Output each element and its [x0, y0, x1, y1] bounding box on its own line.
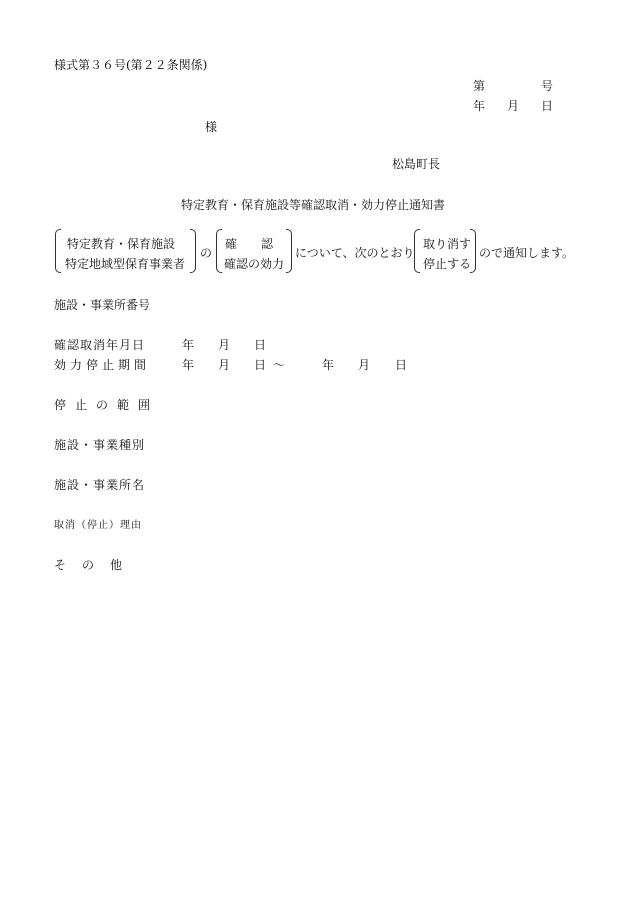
- business-type-label: 施設・事業種別: [54, 438, 146, 452]
- scope-label: 停止の範囲: [54, 398, 160, 412]
- revoke-year: 年: [182, 338, 195, 352]
- facility-number-label: 施設・事業所番号: [54, 298, 151, 312]
- issue-month: 月: [507, 99, 520, 113]
- suspend-end-year: 年: [322, 358, 335, 372]
- addressee-honorific: 様: [205, 120, 218, 134]
- entity-type-choice: [55, 229, 196, 273]
- action-choice: [414, 229, 476, 273]
- suspend-period-label: 効力停止期間: [54, 358, 151, 372]
- revoke-day: 日: [254, 338, 267, 352]
- reason-label: 取消（停止）理由: [54, 520, 142, 531]
- left-bracket-icon: [414, 229, 420, 273]
- facility-name-label: 施設・事業所名: [54, 478, 146, 492]
- suspend-start-day: 日: [254, 358, 267, 372]
- subject-option-2: 確認の効力: [224, 257, 285, 271]
- issue-year: 年: [473, 99, 486, 113]
- action-option-2: 停止する: [423, 257, 472, 271]
- action-option-1: 取り消す: [423, 237, 472, 251]
- entity-option-2: 特定地域型保育事業者: [65, 257, 186, 271]
- document-title: 特定教育・保育施設等確認取消・効力停止通知書: [181, 198, 446, 212]
- form-number: 様式第３６号(第２２条関係): [54, 58, 208, 72]
- right-bracket-icon: [286, 229, 292, 273]
- right-bracket-icon: [190, 229, 196, 273]
- sentence-ending: ので通知します。: [479, 246, 575, 260]
- issue-day: 日: [541, 99, 554, 113]
- subject-choice: [216, 229, 292, 273]
- number-prefix: 第: [473, 79, 486, 93]
- connector-text: について、次のとおり: [295, 246, 415, 260]
- subject-option-1: 確 認: [225, 237, 274, 251]
- revoke-date-label: 確認取消年月日: [54, 338, 146, 352]
- suspend-end-day: 日: [395, 358, 408, 372]
- suspend-end-month: 月: [358, 358, 371, 372]
- suspend-start-month: 月: [218, 358, 231, 372]
- left-bracket-icon: [216, 229, 222, 273]
- other-label: そ の 他: [54, 558, 125, 572]
- range-separator: ～: [273, 358, 286, 372]
- connector-no: の: [200, 246, 213, 260]
- entity-option-1: 特定教育・保育施設: [67, 237, 176, 251]
- issuer-name: 松島町長: [392, 157, 441, 171]
- revoke-month: 月: [218, 338, 231, 352]
- number-suffix: 号: [541, 79, 554, 93]
- suspend-start-year: 年: [182, 358, 195, 372]
- left-bracket-icon: [55, 229, 61, 273]
